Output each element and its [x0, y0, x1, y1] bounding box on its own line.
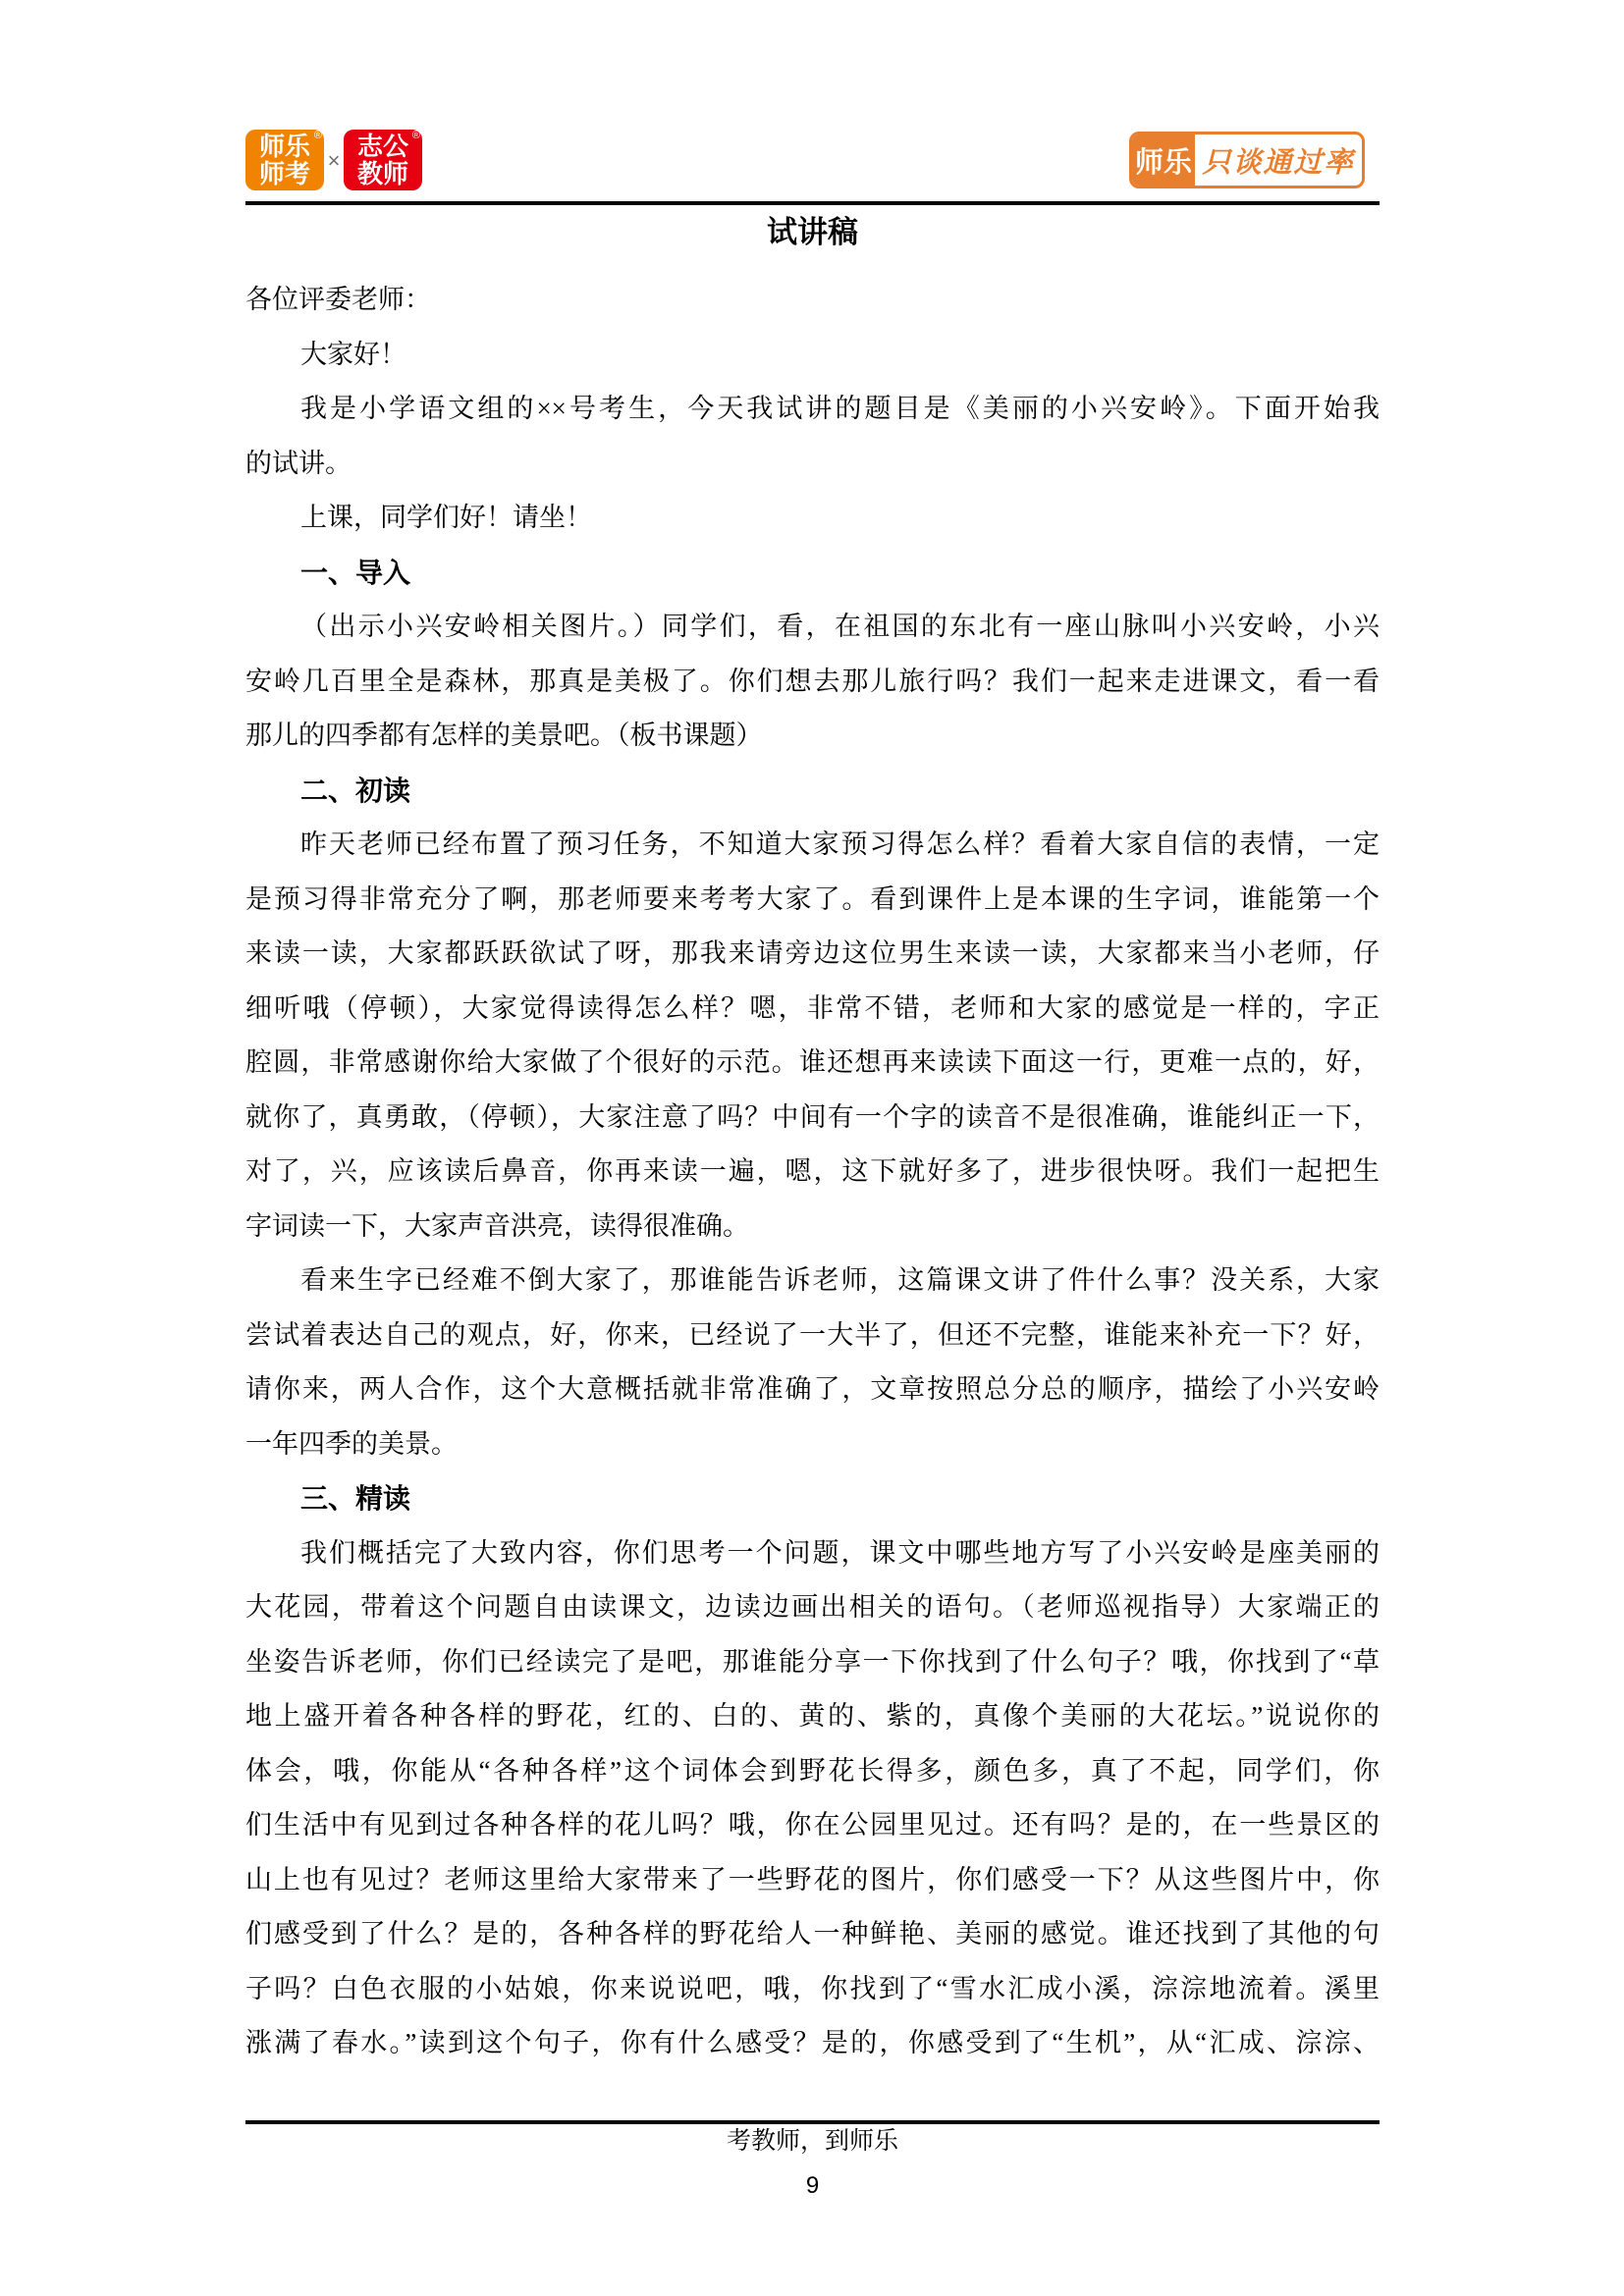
page-number: 9 [805, 2172, 820, 2199]
body-line: 山上也有见过？老师这里给大家带来了一些野花的图片，你们感受一下？从这些图片中，你 [245, 1864, 1380, 1895]
badge-slogan: 只谈通过率 [1202, 144, 1355, 179]
logo-row: 教师 [356, 159, 408, 188]
body-line: 来读一读，大家都跃跃欲试了呀，那我来请旁边这位男生来读一读，大家都来当小老师，仔 [245, 938, 1380, 968]
body-line: 腔圆，非常感谢你给大家做了个很好的示范。谁还想再来读读下面这一行，更难一点的，好， [245, 1047, 1380, 1077]
body-line: 的试讲。 [245, 448, 352, 478]
logo-row: 师乐 [258, 132, 310, 161]
page-title: 试讲稿 [767, 215, 858, 249]
section-heading: 三、精读 [300, 1483, 411, 1514]
body-line: 一年四季的美景。 [245, 1428, 458, 1459]
body-line: 看来生字已经难不倒大家了，那谁能告诉老师，这篇课文讲了件什么事？没关系，大家 [300, 1265, 1380, 1295]
zhigong-jiaoshi-logo [344, 130, 422, 190]
body-line: 大家好！ [300, 339, 406, 369]
body-line: 请你来，两人合作，这个大意概括就非常准确了，文章按照总分总的顺序，描绘了小兴安岭 [245, 1374, 1380, 1404]
slogan-badge-logo [1129, 132, 1365, 188]
badge-brand: 师乐 [1132, 134, 1195, 186]
body-line: 尝试着表达自己的观点，好，你来，已经说了一大半了，但还不完整，谁能来补充一下？好， [245, 1319, 1380, 1350]
body-line: 我是小学语文组的××号考生，今天我试讲的题目是《美丽的小兴安岭》。下面开始我 [300, 394, 1380, 423]
logo-separator: × [327, 148, 341, 173]
registered-mark-icon: ® [313, 130, 322, 141]
body-line: 地上盛开着各种各样的野花，红的、白的、黄的、紫的，真像个美丽的大花坛。”说说你的 [245, 1701, 1380, 1731]
body-line: 那儿的四季都有怎样的美景吧。（板书课题） [245, 721, 763, 750]
shile-shikao-logo [245, 130, 324, 190]
logo-row: 志公 [356, 132, 408, 161]
body-line: 子吗？白色衣服的小姑娘，你来说说吧，哦，你找到了“雪水汇成小溪，淙淙地流着。溪里 [245, 1973, 1380, 2003]
footer-slogan: 考教师，到师乐 [726, 2128, 898, 2155]
body-line: 就你了，真勇敢，（停顿），大家注意了吗？中间有一个字的读音不是很准确，谁能纠正一下， [245, 1101, 1380, 1132]
body-line: 们感受到了什么？是的，各种各样的野花给人一种鲜艳、美丽的感觉。谁还找到了其他的句 [245, 1919, 1380, 1949]
body-line: 细听哦（停顿），大家觉得读得怎么样？嗯，非常不错，老师和大家的感觉是一样的，字正 [245, 992, 1380, 1023]
document-lines [245, 273, 1380, 2071]
logo-row: 师考 [258, 159, 310, 188]
body-line: 各位评委老师： [245, 285, 431, 314]
body-line: 体会，哦，你能从“各种各样”这个词体会到野花长得多，颜色多，真了不起，同学们，你 [245, 1755, 1380, 1786]
body-line: （出示小兴安岭相关图片。）同学们，看，在祖国的东北有一座山脉叫小兴安岭，小兴 [300, 612, 1380, 641]
body-line: 们生活中有见到过各种各样的花儿吗？哦，你在公园里见过。还有吗？是的，在一些景区的 [245, 1810, 1380, 1840]
body-line: 涨满了春水。”读到这个句子，你有什么感受？是的，你感受到了“生机”，从“汇成、淙淙、 [245, 2028, 1380, 2057]
body-line: 我们概括完了大致内容，你们思考一个问题，课文中哪些地方写了小兴安岭是座美丽的 [300, 1537, 1380, 1568]
body-line: 是预习得非常充分了啊，那老师要来考考大家了。看到课件上是本课的生字词，谁能第一个 [245, 883, 1380, 914]
body-line: 上课，同学们好！请坐！ [300, 503, 592, 532]
section-heading: 一、导入 [300, 557, 411, 588]
header-rule [245, 201, 1380, 205]
section-heading: 二、初读 [300, 774, 411, 806]
body-line: 坐姿告诉老师，你们已经读完了是吧，那谁能分享一下你找到了什么句子？哦，你找到了“草 [245, 1646, 1380, 1677]
body-line: 字词读一下，大家声音洪亮，读得很准确。 [245, 1210, 749, 1241]
body-line: 昨天老师已经布置了预习任务，不知道大家预习得怎么样？看着大家自信的表情，一定 [300, 829, 1380, 859]
body-line: 大花园，带着这个问题自由读课文，边读边画出相关的语句。（老师巡视指导）大家端正的 [245, 1592, 1380, 1622]
body-line: 对了，兴，应该读后鼻音，你再来读一遍，嗯，这下就好多了，进步很快呀。我们一起把生 [245, 1156, 1380, 1186]
body-line: 安岭几百里全是森林，那真是美极了。你们想去那儿旅行吗？我们一起来走进课文，看一看 [245, 666, 1380, 696]
registered-mark-icon: ® [411, 130, 420, 141]
